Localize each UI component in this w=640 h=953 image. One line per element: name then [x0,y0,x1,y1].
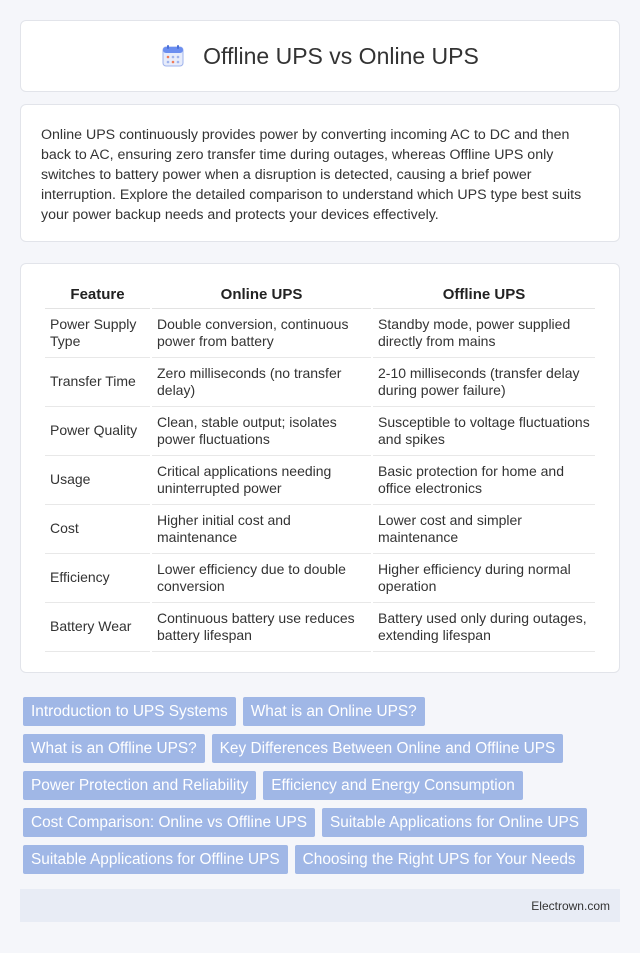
topic-link[interactable]: Efficiency and Energy Consumption [263,771,523,800]
intro-text: Online UPS continuously provides power by converting incoming AC to DC and then back to AC, ensuring zero transfer time during outages, whereas Offline UPS only switches to battery power when a disruption is detected, causing a brief power interruption. Explore the detailed comparison to understand which UPS type best suits your power backup needs and protects your devices effectively. [41,127,582,223]
calendar-icon [161,44,185,68]
topic-link[interactable]: Suitable Applications for Online UPS [322,808,587,837]
table-row [45,407,595,456]
online-cell: Higher initial cost and maintenance [152,505,371,554]
table-row [45,505,595,554]
offline-cell: Standby mode, power supplied directly from mains [373,309,595,358]
online-cell: Clean, stable output; isolates power fluctuations [152,407,371,456]
feature-cell: Power Quality [45,407,150,456]
topic-link[interactable]: What is an Online UPS? [243,697,425,726]
intro-card [20,104,620,242]
feature-cell: Usage [45,456,150,505]
online-cell: Continuous battery use reduces battery lifespan [152,603,371,652]
online-cell: Double conversion, continuous power from battery [152,309,371,358]
online-cell: Critical applications needing uninterrupted power [152,456,371,505]
offline-cell: Susceptible to voltage fluctuations and spikes [373,407,595,456]
topic-link[interactable]: What is an Offline UPS? [23,734,205,763]
header [161,43,479,70]
header-offline-ups: Offline UPS [373,280,595,309]
feature-cell: Power Supply Type [45,309,150,358]
footer [20,889,620,922]
table-row [45,603,595,652]
comparison-table [43,280,597,652]
table-row [45,309,595,358]
topic-link[interactable]: Power Protection and Reliability [23,771,256,800]
footer-brand[interactable]: Electrown.com [531,898,610,913]
topic-link[interactable]: Key Differences Between Online and Offline UPS [212,734,564,763]
online-cell: Zero milliseconds (no transfer delay) [152,358,371,407]
topic-row [23,845,623,874]
topic-row [23,771,623,800]
header-online-ups: Online UPS [152,280,371,309]
topic-link[interactable]: Introduction to UPS Systems [23,697,236,726]
topic-row [23,734,623,763]
page-title: Offline UPS vs Online UPS [203,42,479,69]
topic-link[interactable]: Suitable Applications for Offline UPS [23,845,288,874]
topic-row [23,697,623,726]
online-cell: Lower efficiency due to double conversion [152,554,371,603]
feature-cell: Cost [45,505,150,554]
table-row [45,456,595,505]
offline-cell: 2-10 milliseconds (transfer delay during power failure) [373,358,595,407]
topic-tags [23,697,623,882]
feature-cell: Efficiency [45,554,150,603]
topic-row [23,808,623,837]
offline-cell: Higher efficiency during normal operation [373,554,595,603]
comparison-table-card [20,263,620,673]
topic-link[interactable]: Cost Comparison: Online vs Offline UPS [23,808,315,837]
header-card [20,20,620,92]
feature-cell: Transfer Time [45,358,150,407]
feature-cell: Battery Wear [45,603,150,652]
table-row [45,554,595,603]
header-feature: Feature [45,280,150,309]
topic-link[interactable]: Choosing the Right UPS for Your Needs [295,845,584,874]
offline-cell: Battery used only during outages, extending lifespan [373,603,595,652]
table-header-row [45,280,595,309]
table-row [45,358,595,407]
offline-cell: Basic protection for home and office electronics [373,456,595,505]
offline-cell: Lower cost and simpler maintenance [373,505,595,554]
